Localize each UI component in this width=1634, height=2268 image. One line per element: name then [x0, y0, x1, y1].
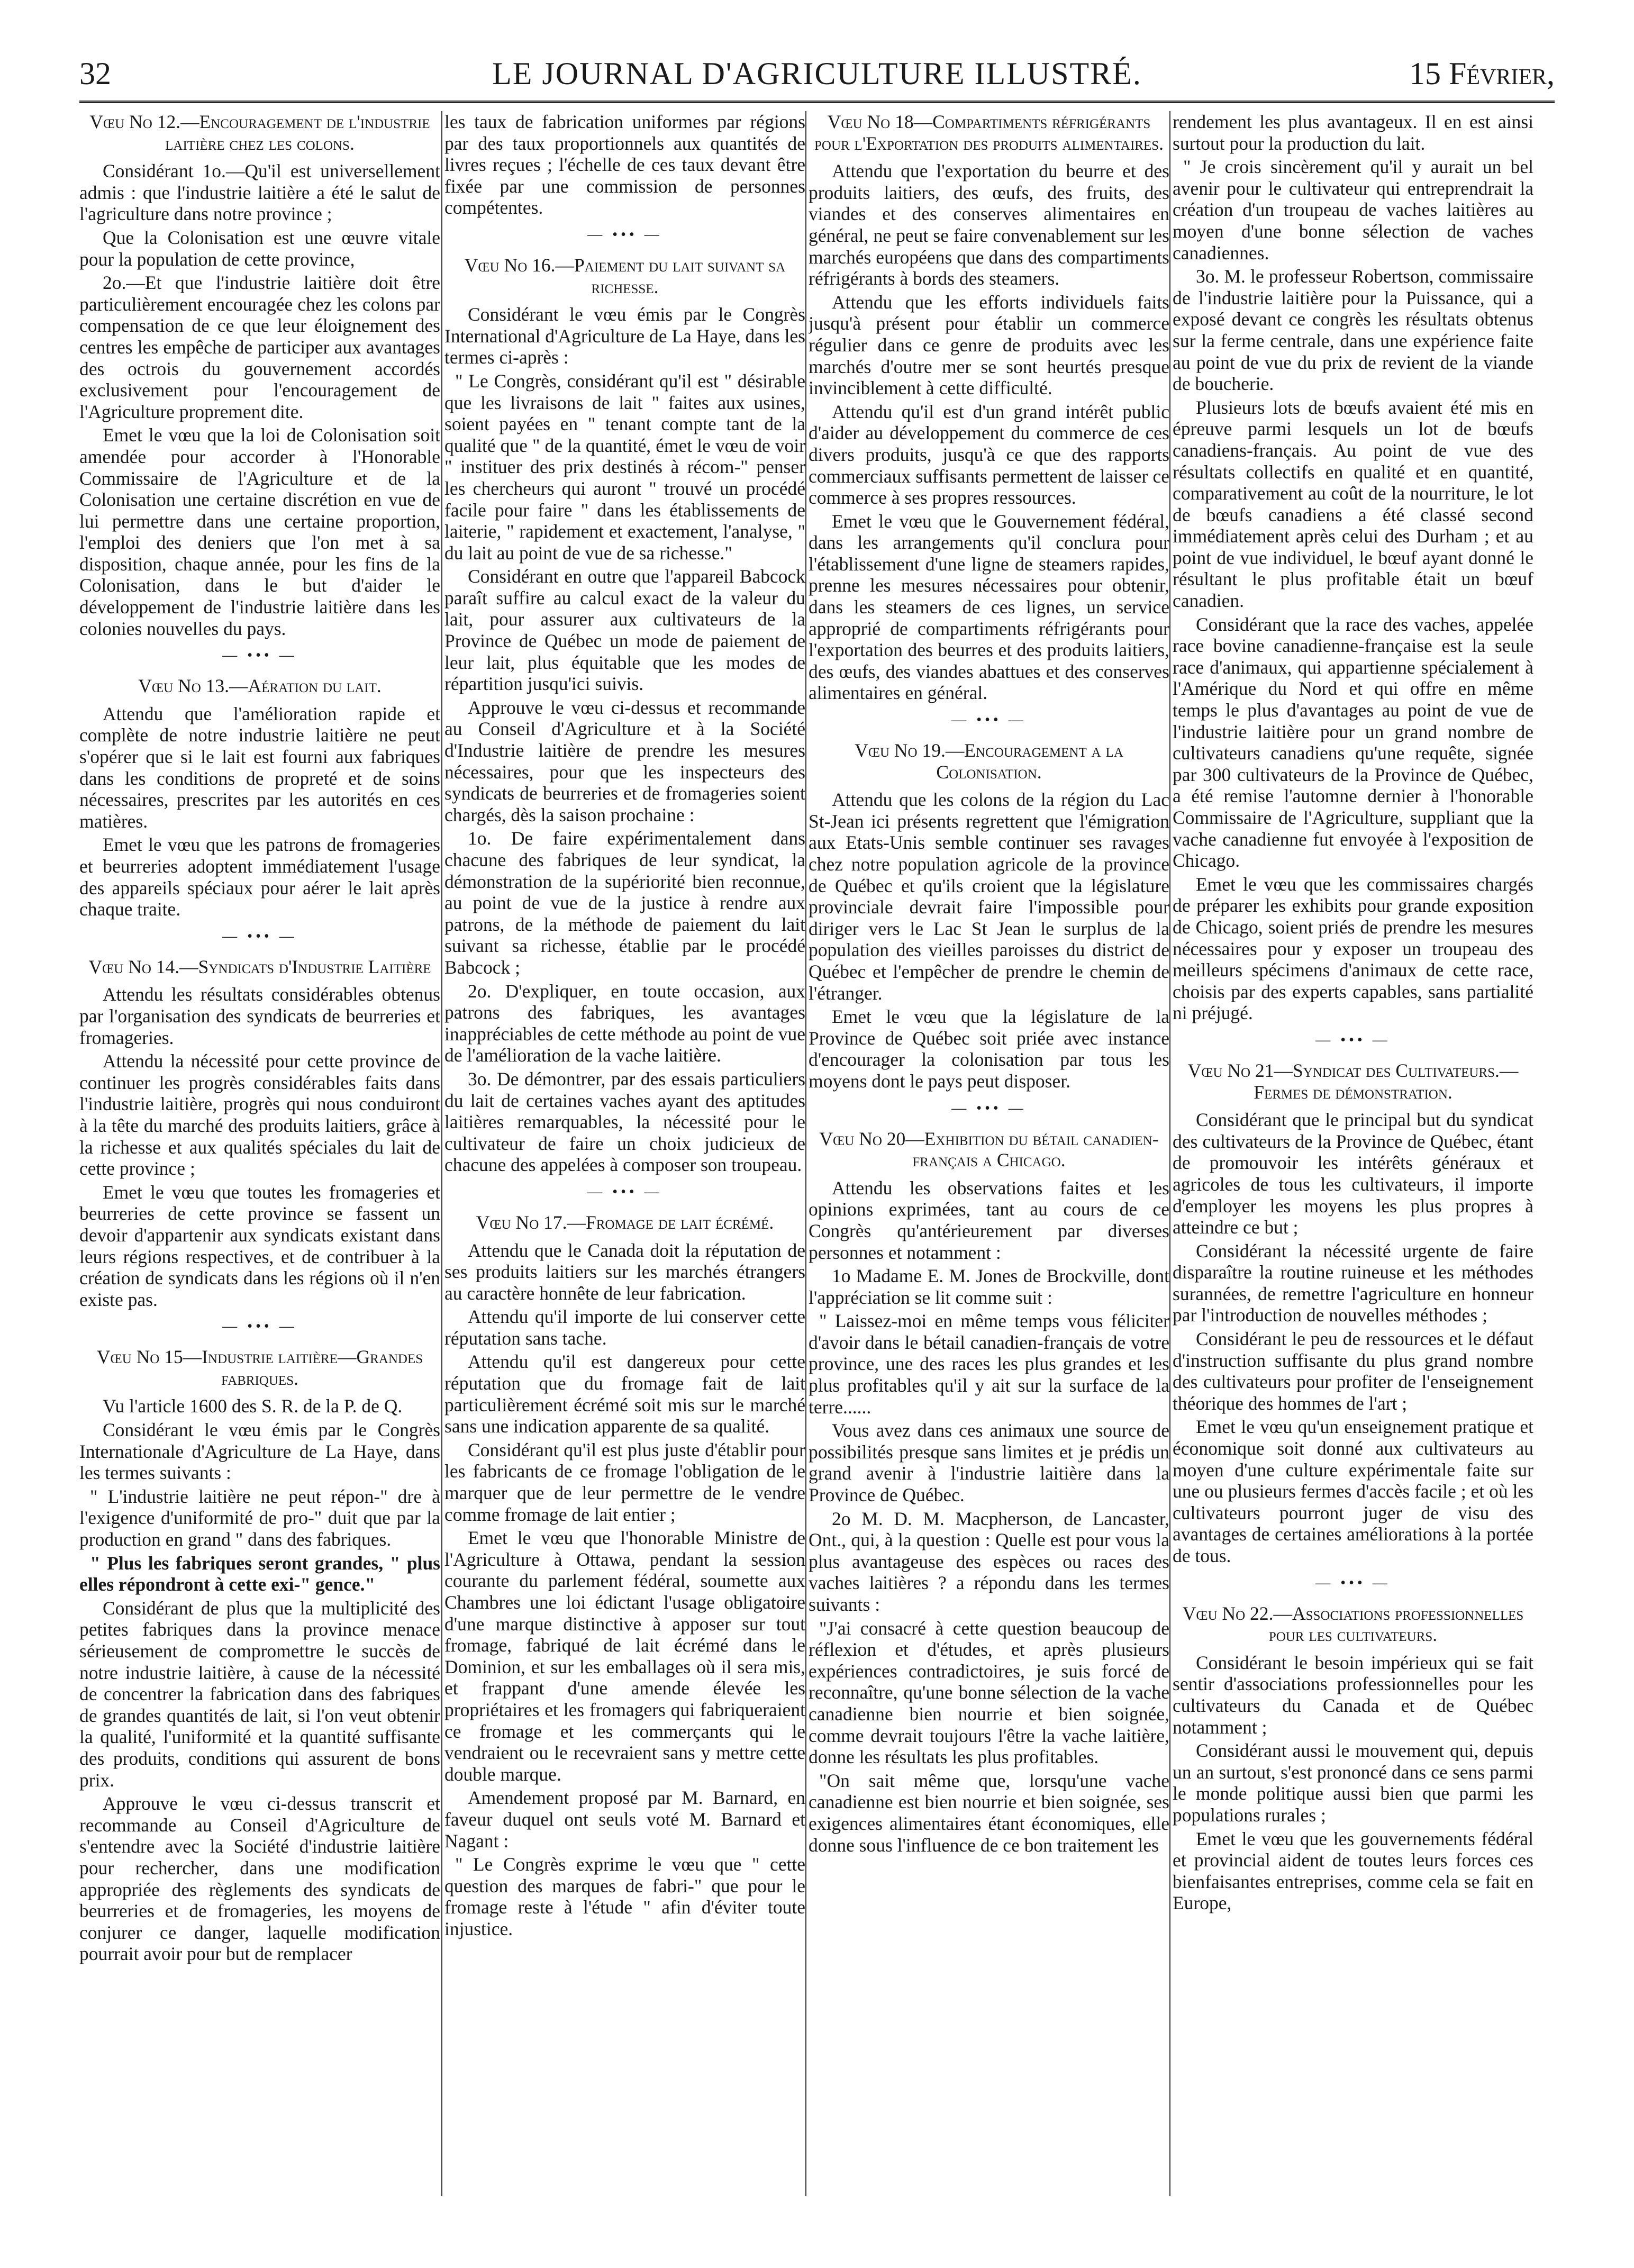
issue-date: 15 Février, — [1409, 56, 1555, 91]
paragraph: Approuve le vœu ci-dessus et recommande au Conseil d'Agriculture et à la Société d'Industrie laitière de prendre les mesures nécessaires, pour que les inspecteurs des syndicats de beurreries et de fromageries soient chargés, dès la saison prochaine : — [444, 696, 805, 825]
journal-title: LE JOURNAL D'AGRICULTURE ILLUSTRÉ. — [492, 56, 1142, 91]
separator: — ••• — — [222, 1318, 297, 1335]
column-divider — [805, 111, 806, 2196]
section-heading: Vœu No 14.—Syndicats d'Industrie Laitière — [88, 956, 431, 977]
paragraph: Emet le vœu que la législature de la Province de Québec soit priée avec instance d'encourager la colonisation par tous les moyens dont le pays peut disposer. — [809, 1006, 1169, 1092]
paragraph: Attendu que l'amélioration rapide et complète de notre industrie laitière ne peut s'opérer que si le lait est fourni aux fabriques dans les conditions de propreté et de soins nécessaires, prescrites par les autorités en ces matières. — [79, 703, 440, 832]
paragraph: Attendu les observations faites et les opinions exprimées, tant au cours de ce Congrès qu'antérieurement par diverses personnes et notamment : — [809, 1177, 1169, 1263]
quote-line: " L'industrie laitière ne peut répon-" dre à l'exigence d'uniformité de pro-" duit que par la production en grand " dans des fabriques. — [79, 1485, 440, 1550]
paragraph: Emet le vœu que le Gouvernement fédéral, dans les arrangements qu'il conclura pour l'établissement d'une ligne de steamers rapides, prenne les mesures nécessaires pour obtenir, dans les steamers de ces lignes, un service approprié de compartiments réfrigérants pour l'exportation des beurres et des produits laitiers, des œufs, des viandes abattues et des conserves alimentaires en général. — [809, 510, 1169, 704]
paragraph: Approuve le vœu ci-dessus transcrit et recommande au Conseil d'Agriculture de s'entendre avec la Société d'industrie laitière pour rechercher, dans une modification appropriée des règlements des syndicats de beurreries et de fromageries, les moyens de conjurer ce danger, laquelle modification pourrait avoir pour but de remplacer — [79, 1793, 440, 1965]
paragraph: Emet le vœu que la loi de Colonisation soit amendée pour accorder à l'Honorable Commissaire de l'Agriculture et de la Colonisation une certaine discrétion en vue de lui permettre dans une certaine proportion, l'emploi des deniers que l'on met à sa disposition, chaque année, pour les fins de la Colonisation, dans le but d'aider le développement de l'industrie laitière dans les colonies nouvelles du pays. — [79, 424, 440, 639]
paragraph: Attendu les résultats considérables obtenus par l'organisation des syndicats de beurreries et fromageries. — [79, 984, 440, 1048]
paragraph: Attendu la nécessité pour cette province de continuer les progrès considérables faits dans l'industrie laitière, progrès qui nous conduiront à la tête du marché des produits laitiers, grâce à la richesse et aux qualités spéciales du lait de cette province ; — [79, 1050, 440, 1180]
paragraph: 2o.—Et que l'industrie laitière doit être particulièrement encouragée chez les colons par compensation de ce que leur éloignement des centres les empêche de participer aux avantages des octrois du gouvernement accordés exclusivement pour l'encouragement de l'Agriculture proprement dite. — [79, 272, 440, 422]
section-heading: Vœu No 20—Exhibition du bétail canadien-français a Chicago. — [819, 1128, 1159, 1171]
paragraph: Considérant le besoin impérieux qui se fait sentir d'associations professionnelles pour les cultivateurs du Canada et de Québec notamment ; — [1173, 1652, 1533, 1738]
section-heading: Vœu No 17.—Fromage de lait écrémé. — [476, 1211, 774, 1233]
paragraph: Considérant le peu de ressources et le défaut d'instruction suffisante du plus grand nombre des cultivateurs pour profiter de l'enseignement théorique des hommes de l'art ; — [1173, 1328, 1533, 1414]
quote-line: "J'ai consacré à cette question beaucoup de réflexion et d'études, et après plusieurs expériences contradictoires, je suis forcé de reconnaître, qu'une bonne sélection de la vache canadienne bien nourrie et bien soignée, comme devrait toujours l'être la vache laitière, donne les résultats les plus profitables. — [809, 1617, 1169, 1768]
page-number: 32 — [79, 56, 111, 91]
paragraph: Que la Colonisation est une œuvre vitale pour la population de cette province, — [79, 226, 440, 270]
section-heading: Vœu No 18—Compartiments réfrigérants pour l'Exportation des produits alimentaires. — [814, 111, 1164, 154]
paragraph: 2o M. D. M. Macpherson, de Lancaster, Ont., qui, à la question : Quelle est pour vous la plus avantageuse des espèces ou races des vaches laitières ? a répondu dans les termes suivants : — [809, 1508, 1169, 1615]
paragraph: 1o. De faire expérimentalement dans chacune des fabriques de leur syndicat, la démonstration de la supériorité bien reconnue, au point de vue de la justice à rendre aux patrons, de la méthode de paiement du lait suivant sa richesse, établie par le procédé Babcock ; — [444, 828, 805, 978]
separator: — ••• — — [587, 226, 662, 243]
paragraph: Considérant le vœu émis par le Congrès Internationale d'Agriculture de La Haye, dans les termes suivants : — [79, 1419, 440, 1484]
paragraph: Emet le vœu que les commissaires chargés de préparer les exhibits pour grande exposition de Chicago, soient priés de prendre les mesures nécessaires pour y exposer un troupeau des meilleurs spécimens d'animaux de cette race, choisis par des experts capables, sans partialité ni préjugé. — [1173, 873, 1533, 1024]
section-heading: Vœu No 16.—Paiement du lait suivant sa richesse. — [464, 254, 786, 297]
paragraph: Considérant aussi le mouvement qui, depuis un an surtout, s'est prononcé dans ce sens parmi le monde politique aussi bien que parmi les populations rurales ; — [1173, 1740, 1533, 1826]
quote-line: " Plus les fabriques seront grandes, " plus elles répondront à cette exi-" gence." — [79, 1552, 440, 1595]
quotation — [444, 1854, 805, 1939]
paragraph: 3o. De démontrer, par des essais particuliers du lait de certaines vaches ayant des aptitudes laitières remarquables, la nécessité pour le cultivateur de faire un choix judicieux de chacune des appelées à composer son troupeau. — [444, 1068, 805, 1176]
quote-line: " Le Congrès exprime le vœu que " cette question des marques de fabri-" que pour le fromage reste à l'étude " afin d'éviter toute injustice. — [444, 1854, 805, 1939]
paragraph: les taux de fabrication uniformes par régions par des taux proportionnels aux quantités de livres reçues ; l'échelle de ces taux devant être fixée par une commission de personnes compétentes. — [444, 111, 805, 219]
paragraph: Considérant que la race des vaches, appelée race bovine canadienne-française est la seule race d'animaux, qui appartienne spécialement à l'Amérique du Nord et qui offre en même temps le plus d'avantages au point de vue de l'industrie laitière pour un grand nombre de cultivateurs canadiens qu'une requête, signée par 300 cultivateurs de la Province de Québec, a été remise l'automne dernier à l'honorable Commissaire de l'Agriculture, suppliant que la vache canadienne fut envoyée à l'exposition de Chicago. — [1173, 613, 1533, 872]
section-heading: Vœu No 12.—Encouragement de l'industrie laitière chez les colons. — [89, 111, 430, 154]
separator: — ••• — — [587, 1183, 662, 1200]
header-rule — [79, 101, 1555, 103]
paragraph: Emet le vœu que toutes les fromageries et beurreries de cette province se fassent un devoir d'appartenir aux syndicats existant dans leurs régions respectives, et de contribuer à la création de syndicats dans les régions où il n'en existe pas. — [79, 1181, 440, 1310]
quotation — [444, 370, 805, 564]
paragraph: Considérant 1o.—Qu'il est universellement admis : que l'industrie laitière a été le salut de l'agriculture dans notre province ; — [79, 160, 440, 225]
separator: — ••• — — [1315, 1031, 1391, 1048]
paragraph: Considérant de plus que la multiplicité des petites fabriques dans la province menace sérieusement de compromettre le succès de notre industrie laitière, à cause de la nécessité de concentrer la fabrication dans des fabriques de grandes quantités de lait, si l'on veut obtenir la qualité, l'uniformité et la quantité suffisante des produits, conditions qui assurent de bons prix. — [79, 1597, 440, 1791]
separator: — ••• — — [951, 712, 1027, 729]
quote-line: "On sait même que, lorsqu'une vache canadienne est bien nourrie et bien soignée, ses exigences alimentaires étant économiques, elle donne sous l'influence de ce bon traitement les — [809, 1770, 1169, 1856]
quotation — [809, 1618, 1169, 1856]
paragraph: Considérant que le principal but du syndicat des cultivateurs de la Province de Québec, étant de promouvoir les intérêts généraux et agricoles de tous les cultivateurs, il importe d'employer les moyens les plus propres à atteindre ce but ; — [1173, 1109, 1533, 1238]
section-heading: Vœu No 21—Syndicat des Cultivateurs.—Fermes de démonstration. — [1187, 1059, 1519, 1103]
paragraph: Vous avez dans ces animaux une source de possibilités presque sans limites et je prédis un grand avenir à l'industrie laitière dans la Province de Québec. — [809, 1420, 1169, 1506]
column-divider — [441, 111, 442, 2196]
column-1 — [79, 111, 440, 2196]
quotation — [809, 1310, 1169, 1418]
paragraph: Emet le vœu qu'un enseignement pratique et économique soit donné aux cultivateurs au moyen d'une culture expérimentale faite sur une ou plusieurs fermes d'accès facile ; et où les cultivateurs pourront juger de visu des avantages de certaines améliorations à la portée de tous. — [1173, 1416, 1533, 1566]
paragraph: Considérant la nécessité urgente de faire disparaître la routine ruineuse et les méthodes surannées, de remettre l'agriculture en honneur par l'introduction de nouvelles méthodes ; — [1173, 1240, 1533, 1326]
quote-line: " Je crois sincèrement qu'il y aurait un bel avenir pour le cultivateur qui entreprendrait la création d'un troupeau de vaches laitières au moyen d'une bonne sélection de vaches canadiennes. — [1173, 156, 1533, 264]
paragraph: Attendu que les efforts individuels faits jusqu'à présent pour établir un commerce régulier dans ce genre de produits avec les marchés d'outre mer se sont heurtés presque invinciblement à cette difficulté. — [809, 291, 1169, 399]
paragraph: Amendement proposé par M. Barnard, en faveur duquel ont seuls voté M. Barnard et Nagant : — [444, 1787, 805, 1852]
paragraph: Plusieurs lots de bœufs avaient été mis en épreuve parmi lesquels un lot de bœufs canadiens-français. Au point de vue des résultats collectifs en qualité et en quantité, comparativement au coût de la nourriture, le lot de bœufs canadiens a été classé second immédiatement après celui des Durham ; et au point de vue individuel, le bœuf ayant donné le résultant le plus profitable était un bœuf canadien. — [1173, 396, 1533, 612]
paragraph: Attendu que l'exportation du beurre et des produits laitiers, des œufs, des fruits, des viandes et des conserves alimentaires en général, ne peut se faire convenablement sur les marchés européens que dans des compartiments réfrigérants à bords des steamers. — [809, 160, 1169, 289]
paragraph: Attendu qu'il est dangereux pour cette réputation que du fromage fait de lait particulièrement écrémé soit mis sur le marché sans une indication apparente de sa qualité. — [444, 1351, 805, 1437]
separator: — ••• — — [951, 1100, 1027, 1117]
paragraph: 3o. M. le professeur Robertson, commissaire de l'industrie laitière pour la Puissance, qui a exposé devant ce congrès les résultats obtenus sur la ferme centrale, dans une expérience faite au point de vue du prix de revient de la viande de boucherie. — [1173, 266, 1533, 395]
paragraph: Emet le vœu que les gouvernements fédéral et provincial aident de toutes leurs forces ces bienfaisantes entreprises, comme cela se fait en Europe, — [1173, 1828, 1533, 1914]
quote-line: " Laissez-moi en même temps vous féliciter d'avoir dans le bétail canadien-français de votre province, une des races les plus grandes et les plus profitables qu'il y ait sur la surface de la terre...... — [809, 1310, 1169, 1418]
paragraph: Emet le vœu que l'honorable Ministre de l'Agriculture à Ottawa, pendant la session courante du parlement fédéral, soumette aux Chambres une loi édictant l'usage obligatoire d'une marque distinctive à apposer sur tout fromage, fabriqué de lait écrémé dans le Dominion, et sur les emballages où il sera mis, et frappant d'une amende élevée les propriétaires et les fromagers qui fabriqueraient ce fromage et les commerçants qui le vendraient ou le recevraient sans y mettre cette double marque. — [444, 1527, 805, 1785]
separator: — ••• — — [222, 647, 297, 664]
column-2 — [444, 111, 805, 2196]
quote-line: " Le Congrès, considérant qu'il est " désirable que les livraisons de lait " faites aux usines, soient payées en " tenant compte tant de la qualité que " de la quantité, émet le vœu de voir " instituer des prix destinés à récom-" penser les chercheurs qui auront " trouvé un procédé facile pour faire " dans les établissements de laiterie, " rapidement et exactement, l'analyse, " du lait au point de vue de sa richesse." — [444, 370, 805, 564]
quotation — [1173, 156, 1533, 264]
column-3 — [809, 111, 1169, 2196]
paragraph: Attendu que les colons de la région du Lac St-Jean ici présents regrettent que l'émigration aux Etats-Unis semble continuer ses ravages chez notre population agricole de la province de Québec et qu'ils croient que la législature provinciale devrait faire l'impossible pour diriger vers le Lac St Jean le surplus de la population des vieilles paroisses du district de Québec et l'empêcher de prendre le chemin de l'étranger. — [809, 789, 1169, 1004]
section-heading: Vœu No 15—Industrie laitière—Grandes fabriques. — [96, 1346, 423, 1389]
paragraph: Attendu qu'il est d'un grand intérêt public d'aider au développement du commerce de ces divers produits, jusqu'à ce que des rapports commerciaux suffisants permettent de laisser ce commerce à ses propres ressources. — [809, 401, 1169, 509]
paragraph: Attendu que le Canada doit la réputation de ses produits laitiers sur les marchés étrangers au caractère honnête de leur fabrication. — [444, 1239, 805, 1304]
paragraph: Attendu qu'il importe de lui conserver cette réputation sans tache. — [444, 1306, 805, 1349]
section-heading: Vœu No 13.—Aération du lait. — [138, 675, 382, 697]
separator: — ••• — — [1315, 1574, 1391, 1591]
paragraph: Considérant en outre que l'appareil Babcock paraît suffire au calcul exact de la valeur du lait, pour assurer aux cultivateurs de la Province de Québec un mode de paiement de leur lait, plus équitable que les modes de répartition jusqu'ici suivis. — [444, 566, 805, 695]
section-heading: Vœu No 22.—Associations professionnelles pour les cultivateurs. — [1182, 1602, 1524, 1646]
page-header — [79, 50, 1555, 98]
column-divider — [1169, 111, 1170, 2196]
column-4 — [1173, 111, 1533, 2196]
paragraph: 2o. D'expliquer, en toute occasion, aux patrons des fabriques, les avantages inappréciables de cette méthode au point de vue de l'amélioration de la vache laitière. — [444, 980, 805, 1066]
paragraph: Emet le vœu que les patrons de fromageries et beurreries adoptent immédiatement l'usage des appareils spéciaux pour aérer le lait après chaque traite. — [79, 834, 440, 920]
section-heading: Vœu No 19.—Encouragement a la Colonisation. — [855, 740, 1123, 783]
quotation — [79, 1486, 440, 1595]
paragraph: Considérant le vœu émis par le Congrès International d'Agriculture de La Haye, dans les termes ci-après : — [444, 304, 805, 368]
paragraph: 1o Madame E. M. Jones de Brockville, dont l'appréciation se lit comme suit : — [809, 1265, 1169, 1308]
separator: — ••• — — [222, 928, 297, 945]
paragraph: rendement les plus avantageux. Il en est ainsi surtout pour la production du lait. — [1173, 111, 1533, 154]
paragraph: Vu l'article 1600 des S. R. de la P. de Q. — [103, 1395, 403, 1417]
paragraph: Considérant qu'il est plus juste d'établir pour les fabricants de ce fromage l'obligation de le marquer que de leur permettre de le vendre comme fromage de lait entier ; — [444, 1439, 805, 1525]
